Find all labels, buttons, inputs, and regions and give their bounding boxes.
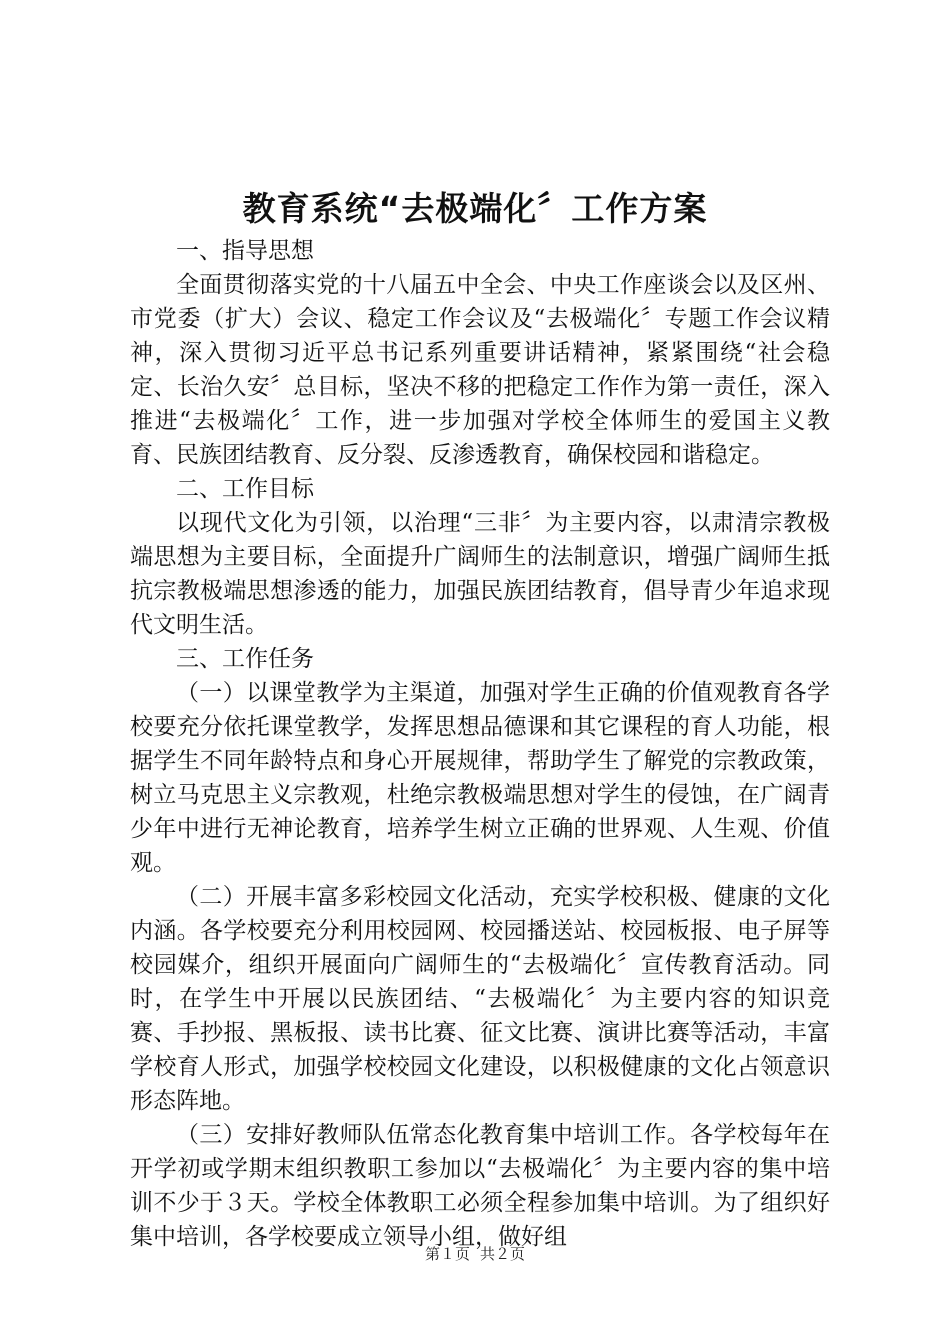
paragraph-guiding-ideology: 全面贯彻落实党的十八届五中全会、中央工作座谈会以及区州、市党委（扩大）会议、稳定工作会议及“去极端化〞专题工作会议精神，深入贯彻习近平总书记系列重要讲话精神，紧紧围绕“社会稳定、长治久安〞总目标，坚决不移的把稳定工作作为第一责任，深入推进“去极端化〞工作，进一步加强对学校全体师生的爱国主义教育、民族团结教育、反分裂、反渗透教育，确保校园和谐稳定。: [130, 272, 830, 468]
section-heading-work-goals: 二、工作目标: [176, 476, 314, 502]
section-heading-work-tasks: 三、工作任务: [176, 646, 314, 672]
paragraph-task-1: （一）以课堂教学为主渠道，加强对学生正确的价值观教育各学校要充分依托课堂教学，发挥思想品德课和其它课程的育人功能，根据学生不同年龄特点和身心开展规律，帮助学生了解党的宗教政策，树立马克思主义宗教观，杜绝宗教极端思想对学生的侵蚀，在广阔青少年中进行无神论教育，培养学生树立正确的世界观、人生观、价值观。: [130, 680, 830, 876]
page-number: 第１页: [424, 1245, 470, 1263]
page-total: 共２页: [480, 1245, 526, 1263]
paragraph-task-3: （三）安排好教师队伍常态化教育集中培训工作。各学校每年在开学初或学期末组织教职工参加以“去极端化〞为主要内容的集中培训不少于３天。学校全体教职工必须全程参加集中培训。为了组织好集中培训，各学校要成立领导小组，做好组: [130, 1122, 830, 1250]
document-title: 教育系统“去极端化〞工作方案: [242, 189, 708, 228]
paragraph-task-2: （二）开展丰富多彩校园文化活动，充实学校积极、健康的文化内涵。各学校要充分利用校园网、校园播送站、校园板报、电子屏等校园媒介，组织开展面向广阔师生的“去极端化〞宣传教育活动。同时，在学生中开展以民族团结、“去极端化〞为主要内容的知识竞赛、手抄报、黑板报、读书比赛、征文比赛、演讲比赛等活动，丰富学校育人形式，加强学校校园文化建设，以积极健康的文化占领意识形态阵地。: [130, 884, 830, 1114]
section-heading-guiding-ideology: 一、指导思想: [176, 238, 314, 264]
document-body: [130, 234, 830, 1254]
paragraph-work-goals: 以现代文化为引领，以治理“三非〞为主要内容，以肃清宗教极端思想为主要目标，全面提升广阔师生的法制意识，增强广阔师生抵抗宗教极端思想渗透的能力，加强民族团结教育，倡导青少年追求现代文明生活。: [130, 510, 830, 638]
page-footer: [0, 1244, 950, 1264]
